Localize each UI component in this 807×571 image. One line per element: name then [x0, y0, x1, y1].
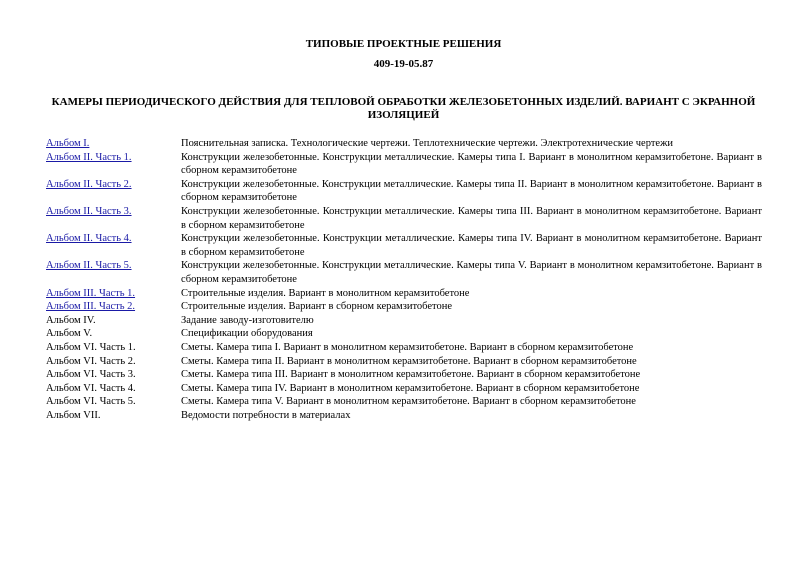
album-description: Сметы. Камера типа III. Вариант в монолитном керамзитобетоне. Вариант в сборном керамзитобетоне [181, 369, 641, 381]
album-name[interactable]: Альбом III. Часть 1. [46, 287, 136, 299]
album-name: Альбом VII. [46, 409, 101, 421]
album-row [46, 341, 762, 355]
series-title: ТИПОВЫЕ ПРОЕКТНЫЕ РЕШЕНИЯ [305, 38, 502, 50]
album-row [46, 355, 762, 369]
album-description: Строительные изделия. Вариант в сборном керамзитобетоне [181, 301, 453, 313]
album-row [46, 205, 762, 232]
album-row [46, 232, 762, 259]
document-title: КАМЕРЫ ПЕРИОДИЧЕСКОГО ДЕЙСТВИЯ ДЛЯ ТЕПЛОВОЙ ОБРАБОТКИ ЖЕЛЕЗОБЕТОННЫХ ИЗДЕЛИЙ. ВАРИАНТ С ЭКРАННОЙ ИЗОЛЯЦИЕЙ [51, 96, 756, 121]
album-row [46, 327, 762, 341]
album-description: Строительные изделия. Вариант в монолитном керамзитобетоне [181, 287, 470, 299]
album-description: Конструкции железобетонные. Конструкции металлические. Камеры типа II. Вариант в монолитном керамзитобетоне. Вариант в сборном керамзитобетоне [181, 178, 762, 204]
album-name[interactable]: Альбом II. Часть 1. [46, 151, 132, 163]
album-description: Сметы. Камера типа V. Вариант в монолитном керамзитобетоне. Вариант в сборном керамзитобетоне [181, 396, 636, 408]
album-description: Конструкции железобетонные. Конструкции металлические. Камеры типа IV. Вариант в монолитном керамзитобетоне. Вариант в сборном керамзитобетоне [181, 233, 762, 258]
album-row [46, 409, 762, 423]
album-row [46, 395, 762, 409]
album-description: Задание заводу-изготовителю [181, 314, 314, 326]
album-name: Альбом VI. Часть 4. [46, 382, 136, 394]
album-description: Конструкции железобетонные. Конструкции металлические. Камеры типа III. Вариант в монолитном керамзитобетоне. Вариант в сборном керамзитобетоне [181, 205, 762, 231]
album-description: Спецификации оборудования [181, 328, 313, 340]
document-code: 409-19-05.87 [373, 58, 434, 70]
album-name[interactable]: Альбом III. Часть 2. [46, 301, 136, 313]
album-list [46, 137, 762, 422]
album-row [46, 259, 762, 286]
album-name: Альбом VI. Часть 3. [46, 369, 136, 381]
album-description: Сметы. Камера типа II. Вариант в монолитном керамзитобетоне. Вариант в сборном керамзитобетоне [181, 355, 637, 367]
album-row [46, 178, 762, 205]
album-row [46, 368, 762, 382]
album-name[interactable]: Альбом II. Часть 3. [46, 205, 132, 217]
album-name[interactable]: Альбом II. Часть 4. [46, 233, 132, 245]
album-name: Альбом VI. Часть 5. [46, 396, 136, 408]
album-row [46, 137, 762, 151]
album-name[interactable]: Альбом I. [46, 138, 90, 149]
album-name: Альбом V. [46, 328, 93, 340]
album-description: Ведомости потребности в материалах [181, 409, 351, 421]
album-name[interactable]: Альбом II. Часть 5. [46, 260, 132, 272]
album-description: Сметы. Камера типа IV. Вариант в монолитном керамзитобетоне. Вариант в сборном керамзитобетоне [181, 382, 640, 394]
album-row [46, 382, 762, 396]
album-row [46, 314, 762, 328]
album-name[interactable]: Альбом II. Часть 2. [46, 178, 132, 190]
album-description: Пояснительная записка. Технологические чертежи. Теплотехнические чертежи. Электротехнические чертежи [181, 138, 673, 149]
album-name: Альбом IV. [46, 314, 96, 326]
album-row [46, 287, 762, 301]
album-description: Сметы. Камера типа I. Вариант в монолитном керамзитобетоне. Вариант в сборном керамзитобетоне [181, 341, 634, 353]
album-name: Альбом VI. Часть 1. [46, 341, 136, 353]
album-name: Альбом VI. Часть 2. [46, 355, 136, 367]
album-description: Конструкции железобетонные. Конструкции металлические. Камеры типа V. Вариант в монолитном керамзитобетоне. Вариант в сборном керамзитобетоне [181, 260, 762, 285]
album-description: Конструкции железобетонные. Конструкции металлические. Камеры типа I. Вариант в монолитном керамзитобетоне. Вариант в сборном керамзитобетоне [181, 151, 762, 177]
album-row [46, 151, 762, 178]
album-row [46, 300, 762, 314]
